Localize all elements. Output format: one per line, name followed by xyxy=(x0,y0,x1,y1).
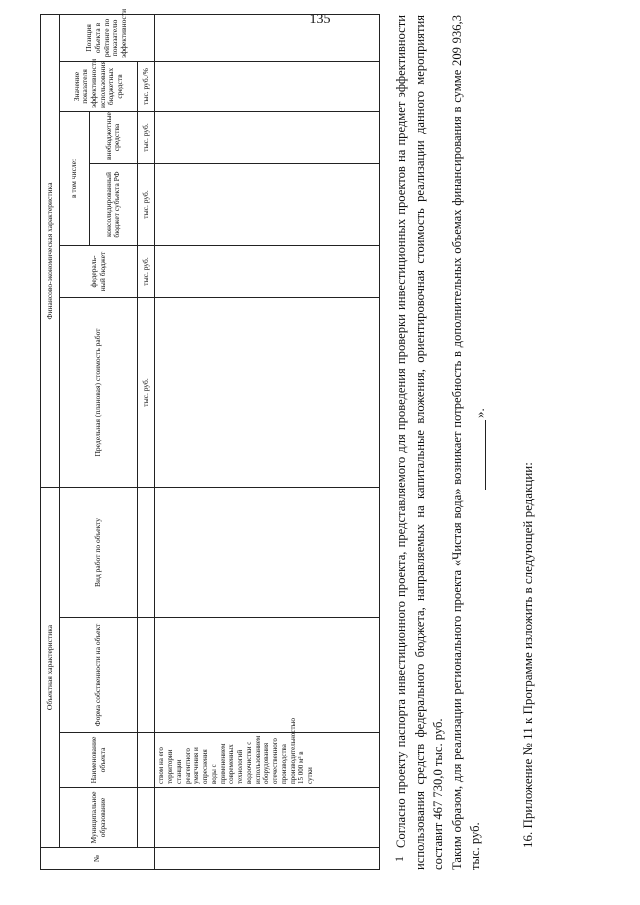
header-ownership: Форма собственности на объект xyxy=(59,618,137,733)
row-rank xyxy=(155,14,380,61)
units-efficiency: тыс. руб./% xyxy=(138,61,155,111)
units-work-type xyxy=(138,487,155,617)
section-16-heading xyxy=(520,15,536,870)
closing-quote: ». xyxy=(472,408,487,418)
row-work-type xyxy=(155,487,380,617)
rotated-page-content xyxy=(40,8,560,870)
header-work-type: Вид работ по объекту xyxy=(59,487,137,617)
section-16-text: 16. Приложение № 11 к Программе изложить в следующей редакции: xyxy=(520,462,535,848)
units-extrabudget: тыс. руб. xyxy=(138,111,155,163)
row-num xyxy=(155,848,380,870)
row-ownership xyxy=(155,618,380,733)
row-extrabudget xyxy=(155,111,380,163)
body-paragraphs xyxy=(392,15,485,870)
units-ownership xyxy=(138,618,155,733)
header-efficiency-value: Значение показателя эффективности использования бюджетных средств xyxy=(59,61,137,111)
row-consolidated xyxy=(155,163,380,245)
header-rank: Позиция объекта в рейтинге по показателю эффективности xyxy=(59,14,154,61)
closing-line xyxy=(485,420,486,490)
row-object-name: ством на его территории станции реагентного умягчения и опреснения воды с применением современных технологий водоочистки с использованием оборудования отечественного производства производительностью 15 000 м³ в сутки xyxy=(155,733,380,788)
row-cost xyxy=(155,297,380,487)
units-federal: тыс. руб. xyxy=(138,245,155,297)
header-extrabudget: внебюджетные средства xyxy=(89,111,138,163)
header-financial-characteristics: Финансово-экономическая характеристика xyxy=(41,14,60,487)
units-consolidated: тыс. руб. xyxy=(138,163,155,245)
header-object-name: Наименование объекта xyxy=(59,733,137,788)
footnote-mark: 1 xyxy=(392,856,406,862)
units-name xyxy=(138,733,155,788)
paragraph-cost: Согласно проекту паспорта инвестиционного проекта, представляемого для проведения проверки инвестиционных проектов на предмет эффективности использования средств федерального бюджета, направляемых на капитальные вложения, ориентировочная стоимость реализации данного мероприятия составит 467 730,0 тыс. руб. xyxy=(394,15,445,870)
row-federal xyxy=(155,245,380,297)
units-cost: тыс. руб. xyxy=(138,297,155,487)
units-municipal xyxy=(138,788,155,848)
page-number: 135 xyxy=(309,12,331,27)
row-municipal xyxy=(155,788,380,848)
financial-table xyxy=(40,8,380,870)
header-consolidated: консолидированный бюджет субъекта РФ xyxy=(89,163,138,245)
header-object-characteristics: Объектная характеристика xyxy=(41,487,60,847)
header-cost: Предельная (плановая) стоимость работ xyxy=(59,297,137,487)
row-efficiency xyxy=(155,61,380,111)
header-num: № xyxy=(41,848,155,870)
paragraph-funding-need: Таким образом, для реализации регионального проекта «Чистая вода» возникает потребность в дополнительных объемах финансирования в сумме 209 936,3 тыс. руб. xyxy=(449,15,482,870)
header-municipal: Муниципальное образование xyxy=(59,788,137,848)
header-federal: федераль-ный бюджет xyxy=(59,245,137,297)
header-including: в том числе: xyxy=(59,111,89,245)
